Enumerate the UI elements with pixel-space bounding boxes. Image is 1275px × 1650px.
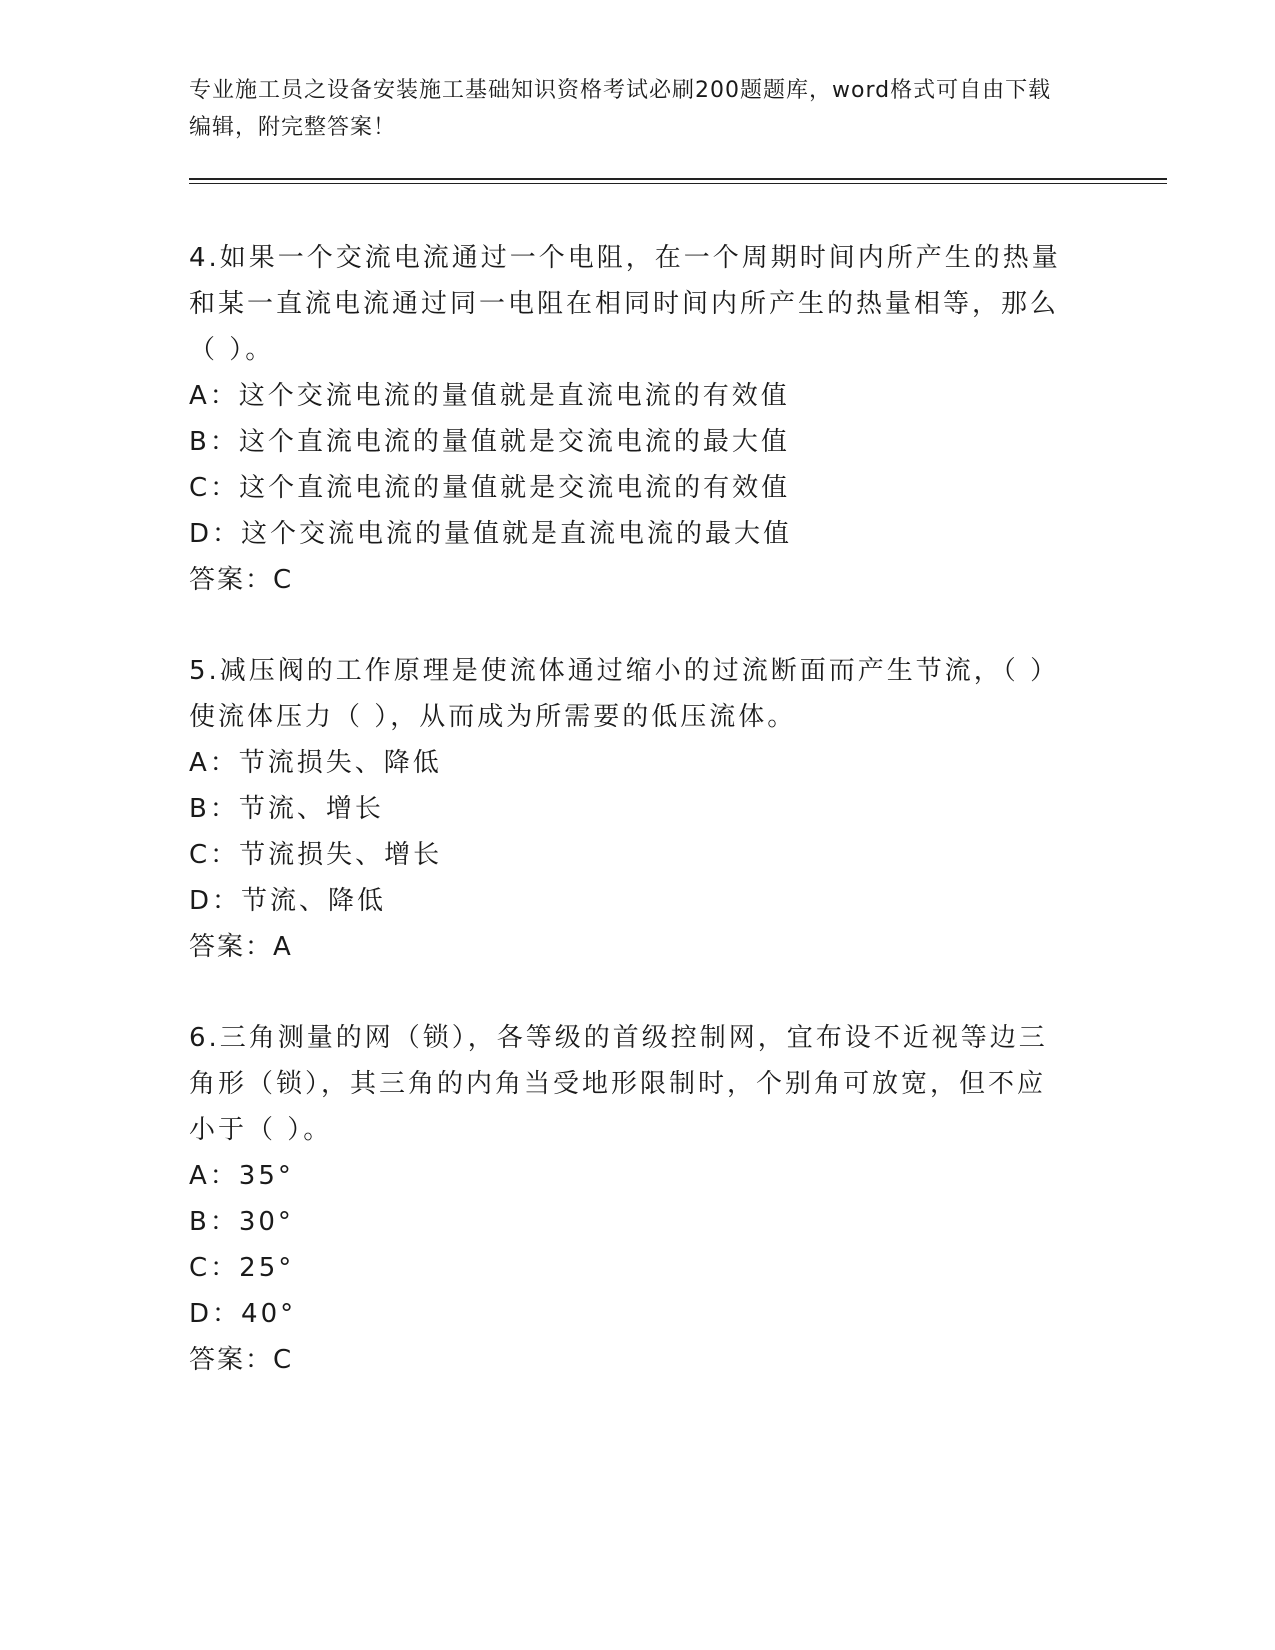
option-c: C：这个直流电流的量值就是交流电流的有效值 (189, 473, 791, 503)
option-d: D：这个交流电流的量值就是直流电流的最大值 (189, 519, 793, 549)
option-a: A：这个交流电流的量值就是直流电流的有效值 (189, 381, 790, 411)
header-title: 专业施工员之设备安装施工基础知识资格考试必刷200题题库，word格式可自由下载编辑，附完整答案！ (189, 78, 1052, 140)
question-5 (189, 648, 1069, 970)
question-4 (189, 235, 1069, 603)
answer: 答案：C (189, 565, 294, 595)
option-b: B：30° (189, 1207, 294, 1237)
option-b: B：节流、增长 (189, 794, 384, 824)
answer: 答案：C (189, 1345, 294, 1375)
question-text: 5.减压阀的工作原理是使流体通过缩小的过流断面而产生节流，（ ）使流体压力（ ），从而成为所需要的低压流体。 (189, 656, 1060, 732)
question-6 (189, 1015, 1069, 1383)
option-c: C：25° (189, 1253, 295, 1283)
option-c: C：节流损失、增长 (189, 840, 443, 870)
header-divider-thin (189, 183, 1167, 184)
option-a: A：节流损失、降低 (189, 748, 442, 778)
document-header (189, 72, 1069, 146)
option-d: D：节流、降低 (189, 886, 387, 916)
question-text: 4.如果一个交流电流通过一个电阻，在一个周期时间内所产生的热量和某一直流电流通过同一电阻在相同时间内所产生的热量相等，那么（ ）。 (189, 243, 1061, 365)
option-b: B：这个直流电流的量值就是交流电流的最大值 (189, 427, 790, 457)
answer: 答案：A (189, 932, 293, 962)
question-text: 6.三角测量的网（锁），各等级的首级控制网，宜布设不近视等边三角形（锁），其三角的内角当受地形限制时，个别角可放宽，但不应小于（ ）。 (189, 1023, 1048, 1145)
option-d: D：40° (189, 1299, 297, 1329)
option-a: A：35° (189, 1161, 294, 1191)
header-divider-thick (189, 178, 1167, 180)
